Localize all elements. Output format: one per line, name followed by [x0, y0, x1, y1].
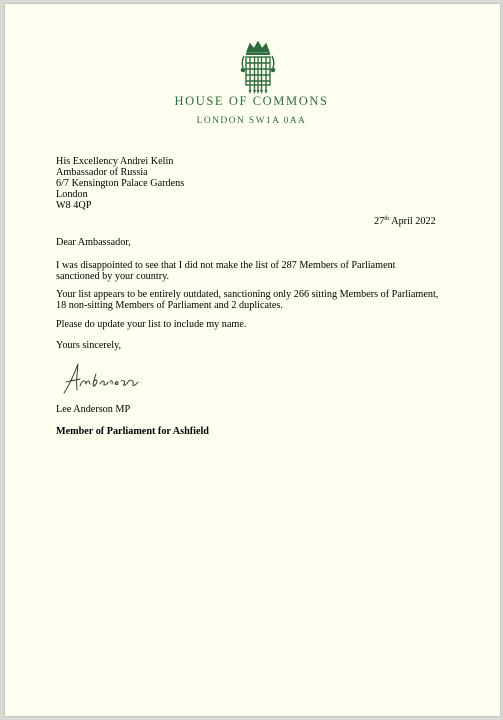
signatory-name: Lee Anderson MP	[56, 404, 131, 415]
portcullis-icon	[235, 40, 281, 94]
date-suffix: th	[384, 215, 390, 222]
paragraph-1-line-1: I was disappointed to see that I did not make the list of 287 Members of Parliament	[56, 260, 396, 271]
date-month-year: April 2022	[389, 216, 436, 227]
recipient-name: His Excellency Andrei Kelin	[56, 156, 174, 167]
date-day: 27	[374, 216, 385, 227]
recipient-title: Ambassador of Russia	[56, 167, 148, 178]
closing: Yours sincerely,	[56, 340, 122, 351]
paragraph-1	[56, 260, 456, 282]
salutation: Dear Ambassador,	[56, 237, 131, 248]
paragraph-2	[56, 289, 456, 311]
letterhead-title: HOUSE OF COMMONS	[174, 94, 329, 108]
handwritten-signature	[60, 360, 140, 396]
letterhead-address: LONDON SW1A 0AA	[196, 116, 307, 126]
recipient-street: 6/7 Kensington Palace Gardens	[56, 178, 185, 189]
letter-date	[374, 216, 436, 227]
recipient-postcode: W8 4QP	[56, 200, 92, 211]
paragraph-1-line-2: sanctioned by your country.	[56, 271, 170, 282]
paragraph-2-line-1: Your list appears to be entirely outdated, sanctioning only 266 sitting Members of Parliament,	[56, 289, 439, 300]
recipient-city: London	[56, 189, 88, 200]
signatory-role: Member of Parliament for Ashfield	[56, 426, 209, 437]
paragraph-2-line-2: 18 non-sitting Members of Parliament and 2 duplicates.	[56, 300, 283, 311]
paragraph-3: Please do update your list to include my name.	[56, 319, 247, 330]
recipient-address	[56, 156, 184, 211]
